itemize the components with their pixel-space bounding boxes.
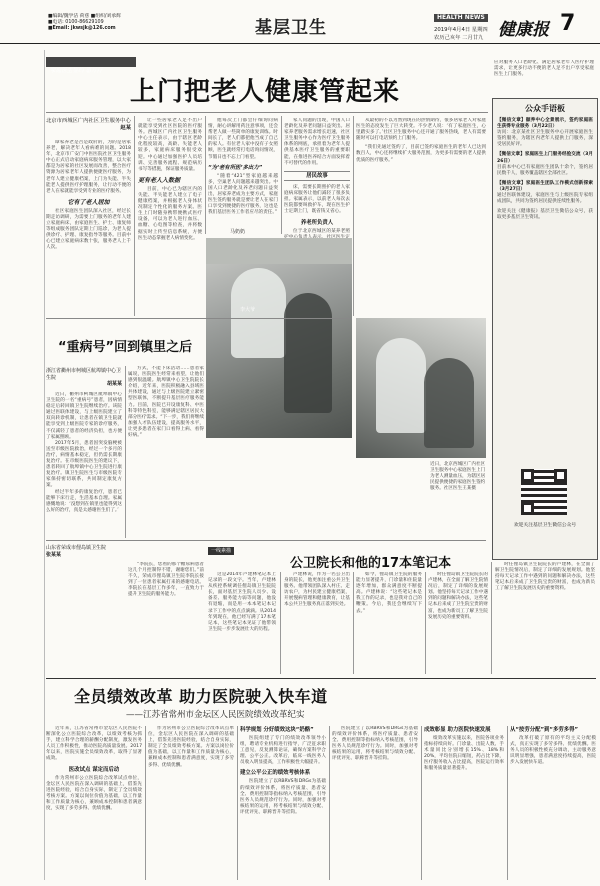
last-col-2 — [148, 726, 234, 880]
sidebar-item-2-head: 【微信文章】家庭医生团队工作模式创新探索（3月27日） — [497, 180, 593, 192]
photo-bp-doctor — [376, 338, 426, 433]
banner-kicker-text: 家庭医生签约 惠万行 — [50, 68, 103, 74]
photo-patient-figure — [284, 293, 332, 413]
last-col-3 — [240, 726, 326, 880]
last-body-c-cont: 医院建立了以RBRVS和DRGs为基础的绩效评价体系，将医疗质量、患者安全、费用控制等指标纳入考核范围，引导医务人员规范诊疗行为。同时，加强对考核结果的运用，将考核结果与绩效分配、评优评先、职称晋升等挂钩。 — [332, 726, 418, 762]
col4-editor-label: 居民故事 — [284, 171, 350, 181]
sidebar-item-2-body: 通过医联体建设，家庭医生与上级医院专家组成团队，共同为签约居民提供连续性服务。 — [497, 193, 593, 205]
qr-caption: 欢迎关注基层卫生微信公众号 — [513, 523, 577, 528]
column-2 — [138, 118, 202, 312]
photo-window — [206, 238, 352, 264]
col3-body: 他每次上门都会仔细询问病情，耐心讲解用药注意事项，还会帮老人做一些简单的康复训练。时间长了，老人们都把他当成了自己的家人。有位老人家中没有子女照顾，医生就经常打电话询问情况，节假日也不忘上门看望。 — [208, 118, 278, 160]
photo-bp-elder — [424, 358, 474, 448]
last-body-c: 医院建立了以RBRVS和DRGs为基础的绩效评价体系，将医疗质量、患者安全、费用控制等指标纳入考核范围，引导医务人员规范诊疗行为。同时，加强对考核结果的运用，将考核结果与绩效分配、评优评先、职称晋升等挂钩。 — [240, 779, 326, 815]
contact-line-2: ■电话: 0100-86629109 — [48, 20, 104, 26]
left-margin-rule — [44, 50, 45, 880]
issue-date: 2019年4月4日 星期四 — [434, 27, 488, 33]
last-col-6 — [510, 726, 596, 880]
masthead-rule — [0, 43, 600, 44]
column-3 — [208, 118, 278, 230]
last-body-a-cont: 作为常州市公立医院综合改革试点单位，金坛区人民医院在深入调研的基础上，借鉴先进医院经验，结合自身实际，制定了全员绩效考核方案。方案以岗位价值为基础，以工作量和工作质量为核心，兼顾成本控制和患者满意度，实现了多劳多得、优绩优酬。 — [148, 726, 234, 768]
col4-body-2: 床，需要长期照护的老人家庭病床服务让他们减轻了很多负担。家属表示，以前老人每次去医院都要叫救护车，现在医生护士定期上门，既省钱又省心。 — [284, 184, 350, 215]
health-news-label: HEALTH NEWS — [434, 14, 488, 22]
col4-subhead: 养老所负责人 — [300, 220, 334, 227]
qr-corner-bl — [521, 502, 534, 515]
bottom-col-c — [356, 572, 422, 674]
mid-author: 胡某某 — [106, 381, 122, 388]
mid-headline: “重病号”回到镇里之后 — [58, 340, 193, 355]
paper-name: 健康报 — [498, 20, 549, 40]
last-body-b: 医院组建了专门的绩效改革领导小组，聘请专业机构进行指导，广泛征求职工意见，反复测算论证，确保方案科学合理、公平公正。改革后，临床一线医务人员收入明显提高，工作积极性大幅提升。 — [240, 736, 326, 766]
last-head5: 从“按劳分配”到“多劳多得” — [510, 727, 579, 733]
lead-byline — [46, 118, 131, 132]
bottom-col-a — [208, 572, 276, 674]
last-divider-5 — [507, 726, 508, 880]
qr-corner-tl — [521, 469, 534, 482]
last-col-1 — [46, 726, 142, 880]
bottom-col-c-text: 如今，俚岛镇卫生院的服务能力显著提升，门诊量和住院量逐年增加，群众满意度不断提高。卢建林说：“这些笔记本是我工作的记录，也是我对自己的鞭策。今后，我还会继续写下去。” — [356, 572, 422, 614]
last-headline: 全员绩效改革 助力医院驶入快车道 — [74, 687, 328, 706]
banner-rule — [46, 112, 488, 113]
photo-caption-name-1: 马奶奶 — [230, 229, 246, 235]
contact-line-3: ■Email: jkwsjk@126.com — [48, 26, 116, 32]
mid-body-3: 经过半年多的康复治疗，患者已能够下床行走，生活基本自理。家属感慨地说：‘没想到在镇里也能得到这么好的治疗，真是太感谢医生们了。’ — [46, 489, 122, 513]
mid-column-1 — [46, 392, 122, 536]
col3-quote-tail: “随着“421”型家庭越来越多，空巢老人问题越来越突出。中国人口老龄化及养老问题日益突出，居家养老成为主要方式，家庭医生签约服务就是要让老人在家门口享受到便捷的医疗服务，这也是我们基层医务工作者应尽的责任。” — [208, 173, 278, 216]
bottom-divider-3 — [425, 572, 426, 674]
bottom-col-b — [284, 572, 350, 674]
col-divider-2 — [205, 116, 206, 234]
sidebar-bottom: 欢迎关注《健康报》基层卫生微信公众号，获取更多基层卫生资讯。 — [497, 209, 593, 221]
photo-house-call — [206, 238, 352, 438]
rongma-column — [128, 562, 204, 672]
mid-divider — [125, 366, 126, 538]
lead-subhead-1: 它有了老人居加 — [67, 198, 110, 206]
masthead-contact — [48, 14, 148, 33]
photo-caption-name-2: 李大爷 — [240, 307, 256, 313]
bottom-col-e — [495, 562, 595, 674]
last-divider-2 — [237, 726, 238, 880]
bottom-col-d — [428, 572, 488, 674]
col2-subhead: 更有老人入数据 — [138, 176, 181, 184]
lead-column-1 — [46, 140, 131, 312]
last-intro: 近年来，江苏省常州市金坛区人民医院不断深化公立医院综合改革，以绩效考核为抓手，建立科学合理的薪酬分配制度，激发医务人员工作积极性，推动医院高质量发展。2017年以来，医院实施全员绩效改革，取得了显著成效。 — [46, 726, 142, 762]
sidebar-title: 公众手语板 — [525, 103, 565, 113]
sidebar-item-0-head: 【微信文章】颐养中心全景展示，签约家庭医生获得专业服务（3月22日） — [497, 118, 593, 130]
qr-code[interactable] — [521, 469, 567, 515]
col5-body-2: “我们先通过签约了，目前已签约家庭医生的老年人已达到数百人，中心还将继续扩大服务范围，为更多有需要的老人提供优质的医疗服务。” — [356, 145, 486, 163]
sidebar-item-1-body: 目前本中心已有家庭医生团队十余个，签约居民数千人，服务覆盖辖区全部社区。 — [497, 164, 593, 176]
last-body-a: 作为常州市公立医院综合改革试点单位，金坛区人民医院在深入调研的基础上，借鉴先进医院经验，结合自身实际，制定了全员绩效考核方案。方案以岗位价值为基础，以工作量和工作质量为核心，兼顾成本控制和患者满意度，实现了多劳多得、优绩优酬。 — [46, 775, 142, 812]
rongma-dept: 山东省荣成市俚岛镇卫生院 — [46, 545, 107, 551]
lead-body-2: 社区家庭医生团队深入社区，经过长期走访调研，为需要上门服务的老年人建立家庭病床，由家庭医生、护士、康复师等组成服务团队定期上门巡诊，为老人提供诊疗、护理、康复指导等服务。目前中心已建立家庭病床数十张，服务老人上千人次。 — [46, 208, 131, 251]
col3-quote: “为‘老有所医’多出力” — [208, 164, 263, 171]
rongma-author: 张某某 — [46, 551, 62, 558]
col4-body-3: 位于北京西城区的某养老照 — [293, 229, 350, 235]
mid-body: 近日，衢州市柯城区航埠镇中心卫生院的一名“重病号”患者，因病情稳定后转回镇卫生院继续治疗。该院通过医联体建设，与上级医院建立了双向转诊机制，让患者在镇卫生院就能享受到上级医院专家的诊疗服务，不仅减轻了患者的经济负担，也方便了家属照顾。 — [46, 392, 122, 440]
sidebar-item — [493, 118, 597, 221]
last-rule — [46, 678, 596, 679]
last-sub1: 医改试点 谋定而后动 — [68, 766, 120, 773]
col4-body: 家人问题的出现，中国人口老龄化及养老问题日益突出。居家养老服务需求增长迅速，社区卫生服务中心作为医疗卫生服务体系的网底，承担着为老年人提供基本医疗卫生服务的重要职能，在推进医养结合方面发挥着不可替代的作用。 — [284, 118, 350, 166]
page-number: 7 — [560, 11, 576, 36]
last-divider-3 — [329, 726, 330, 880]
bottom-divider-1 — [280, 572, 281, 674]
last-head2: 科学规划 分好绩效这块“奶酪” — [240, 727, 314, 733]
last-body-d: 绩效改革实施以来，医院各项业务指标持续向好。门诊量、出院人数、手术量同比分别增长15%、18%和20%，平均住院日缩短，药占比下降，医疗服务收入占比提高，医院运行效率和服务质量显著提升。 — [424, 736, 504, 772]
bottom-col-e-text: 时任俚岛镇卫生院院长的卢建林，在全面了解卫生院情况后，制定了详细的发展规划。他坚持每天记录工作中遇到的问题和解决办法，这些笔记本后来成了卫生院宝贵的财富，也成为新员工了解卫生院发展历史的重要资料。 — [495, 562, 595, 592]
rongma-byline — [46, 545, 126, 558]
last-body-e: 改革打破了原有的平均主义分配模式，真正实现了多劳多得、优绩优酬。医务人员的积极性被充分调动，主动服务意识明显增强，患者满意度持续提高，医院步入发展快车道。 — [510, 736, 596, 766]
last-divider-1 — [145, 726, 146, 880]
last-divider-4 — [421, 726, 422, 880]
last-head4: 成效彰显 助力医院快速发展 — [424, 727, 491, 733]
mid-column-2 — [128, 366, 204, 536]
sidebar-item-0-body: 访问：北京某社区卫生服务中心开展家庭医生签约服务，为辖区内老年人提供上门服务，深受居民好评。 — [497, 130, 593, 148]
main-headline: 上门把老人健康管起来 — [130, 77, 401, 107]
qr-corner-tr — [554, 469, 567, 482]
col2-body-2: 目前，中心已为辖区内的失能、半失能老人建立了电子健康档案，并根据老人身体状况制定个性化的服务方案。医生上门时随身携带便携式医疗设备，可以为老人进行血压、血糖、心电图等检查，并将数据实时上传至信息系统，方便医生动态掌握老人病情变化。 — [138, 186, 202, 241]
bottom-headline: 公卫院长和他的17本笔记本 — [290, 556, 452, 571]
col2-body: 让一些居家老人足不出户就能享受到社区医院的医疗服务。西城区广内社区卫生服务中心主任表示，由于辖区老龄化程度较高，高龄、失能老人较多，家庭病床服务很受欢迎。中心通过加强医护人员培训、完善服务流程、规范病历书写等措施，保证服务质量。 — [138, 118, 202, 172]
col5-body: 从最初的不以为然到现在的热情期待，很多居家老人对家庭医生的态度发生了巨大转变。不少老人说：‘有了家庭医生，心里踏实多了。’社区卫生服务中心还开通了服务热线，老人有需要随时可以打电话预约上门服务。 — [356, 118, 486, 142]
bottom-col-a-text: 这是2014年卢建林笔记本上记录的一段文字。当年，卢建林从疾控系统调任俚岛镇卫生院院长，面对基层卫生院人员少、设备差、服务能力弱等问题，他没有退缩，而是用一本本笔记本记录下工作中的点点滴滴。从2014年到现在，他已经写满了17本笔记本，这些笔记本见证了他带领卫生院一步步发展壮大的历程。 — [208, 572, 276, 632]
last-col-5 — [424, 726, 504, 880]
last-head3: 建立公平公正的绩效考核体系 — [240, 770, 311, 777]
mid-rule — [46, 318, 352, 319]
col-divider-1 — [134, 116, 135, 316]
sidebar-intro: 应对服务人口老龄化、满足居家老年人医疗护理需求，让更多行动不便的老人足不出户享受家庭医生上门服务。 — [494, 60, 594, 78]
lead-dept: 北京市西城区广内社区卫生服务中心 — [46, 118, 131, 124]
photo-bp-caption: 近日，北京西城区广内社区卫生服务中心家庭医生上门为老人测量血压，为辖区居民提供便捷的家庭医生签约服务。社区医生王某摄 — [430, 462, 486, 491]
lead-author: 赵某 — [120, 125, 131, 131]
lead-body: 谭家养老是否是政府的，为的是居家养老，解决老年人看病难的问题。2018年，北京市广安门中医医院社区卫生服务中心正式启动家庭病床服务管理，以大家都是为居家的社区发展而改善，整合医疗资源为居家老年人提供便捷医疗服务，为老年人建立健康档案，上门为失能、半失能老人提供医疗护理服务，让行动不便的老人在家就能享受到专业的医疗服务。 — [46, 140, 131, 194]
bottom-col-d-text: 时任俚岛镇卫生院院长的卢建林，在全面了解卫生院情况后，制定了详细的发展规划。他坚持每天记录工作中遇到的问题和解决办法，这些笔记本后来成了卫生院宝贵的财富，也成为新员工了解卫生院发展历史的重要资料。 — [428, 572, 488, 620]
bottom-divider-4 — [491, 562, 492, 674]
contact-line-1: ■编辑/魏学洁 荷慈 ■组织/刘承辉 — [48, 14, 121, 19]
mid-body-2: 2017年5月，患者因突发脑梗被送至市级医院救治，经过一个多月的治疗，病情基本稳定，但仍需长期康复治疗。在市级医院医生的建议下，患者转回了航埠镇中心卫生院进行康复治疗。镇卫生院医生与市级医院专家保持密切联系，共同制定康复方案。 — [46, 440, 122, 489]
bottom-col-b-text: 卢建林说，作为一名公卫出身的院长，他更加注重公共卫生服务。他带领团队深入村庄、走访农户，为村民建立健康档案，开展慢病管理和健康教育，让基本公共卫生服务真正落到实处。 — [284, 572, 350, 608]
col-divider-4 — [353, 116, 354, 316]
rongma-badge: 一线素描 — [208, 547, 234, 555]
sidebar-item-1-head: 【微信文章】家庭医生上门服务经验交流（3月26日） — [497, 152, 593, 164]
rongma-body: “李院长，您看的那个糖尿病患者这几个月控制得不错，谢谢您们。”前不久，荣成市俚岛镇卫生院李院长接到了一位患者家属打来的感谢电话。李院长在基层工作多年，一直致力于提升卫生院的服务能力。 — [128, 562, 204, 598]
lunar-date: 农历己亥年 二月廿九 — [434, 35, 484, 41]
mid-byline — [46, 368, 122, 388]
sidebar-panel — [492, 98, 598, 560]
section-title: 基层卫生 — [255, 18, 327, 38]
mid-col-right: 方式，不能下床活动……患者家属说，医院医生经常来看望，让他们感到很温暖。航埠镇中心卫生院院长介绍，近年来，医院积极融入县域医共体建设，通过与上级医院建立紧密型医联体，不断提升基层医疗服务能力。目前，医院已开设康复科、中医科等特色科室，能够满足辖区居民大部分医疗需求。“下一步，我们将继续加强人才队伍建设，提高服务水平，让更多患者在家门口看得上病、看得好病。” — [128, 366, 204, 439]
photo-bp-check — [356, 318, 486, 458]
last-col-4 — [332, 726, 418, 880]
photo-doctor-figure — [231, 268, 286, 358]
mid-dept: 浙江省衢州市柯城区航埠镇中心卫生院 — [46, 368, 122, 381]
bottom-divider-2 — [353, 572, 354, 674]
banner-kicker — [46, 57, 136, 74]
rongma-rule — [46, 540, 486, 541]
col-divider-3 — [281, 116, 282, 234]
column-5 — [356, 118, 486, 314]
last-subhead: ——江苏省常州市金坛区人民医院绩效改革纪实 — [126, 710, 305, 720]
